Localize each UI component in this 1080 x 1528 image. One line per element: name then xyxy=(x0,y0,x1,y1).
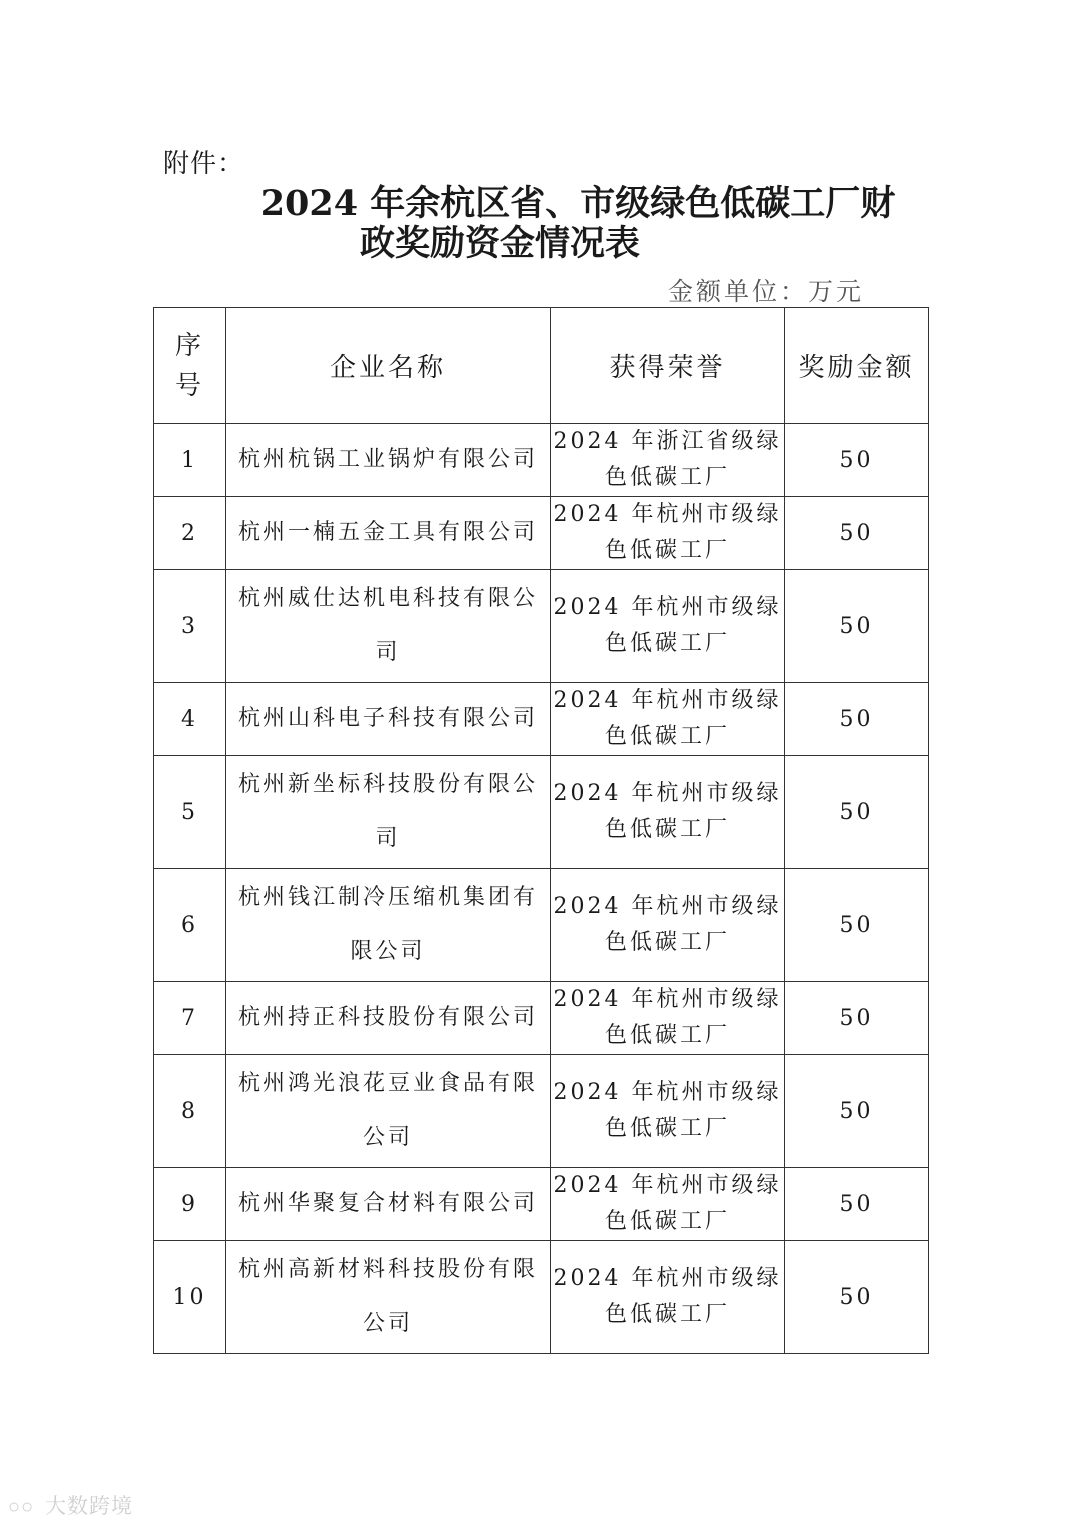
header-seq xyxy=(154,308,226,424)
table-row xyxy=(154,756,929,869)
table-header-row xyxy=(154,308,929,424)
cell-company: 杭州威仕达机电科技有限公司 xyxy=(226,570,551,683)
award-table-body xyxy=(154,424,929,1354)
header-honor: 获得荣誉 xyxy=(551,308,785,424)
cell-company: 杭州鸿光浪花豆业食品有限公司 xyxy=(226,1055,551,1168)
cell-company: 杭州杭锅工业锅炉有限公司 xyxy=(226,424,551,497)
cell-honor: 2024 年杭州市级绿色低碳工厂 xyxy=(551,982,785,1055)
table-row xyxy=(154,982,929,1055)
cell-amount: 50 xyxy=(785,982,929,1055)
document-title-line1: 2024 年余杭区省、市级绿色低碳工厂财 xyxy=(260,183,896,224)
header-seq-top: 序 xyxy=(174,330,204,361)
cell-honor: 2024 年杭州市级绿色低碳工厂 xyxy=(551,1241,785,1354)
table-row xyxy=(154,1168,929,1241)
table-row xyxy=(154,570,929,683)
cell-amount: 50 xyxy=(785,424,929,497)
header-amount: 奖励金额 xyxy=(785,308,929,424)
cell-seq: 3 xyxy=(154,570,226,683)
document-title xyxy=(150,183,1000,265)
header-seq-bottom: 号 xyxy=(174,370,204,401)
cell-honor: 2024 年浙江省级绿色低碳工厂 xyxy=(551,424,785,497)
cell-company: 杭州新坐标科技股份有限公司 xyxy=(226,756,551,869)
cell-honor: 2024 年杭州市级绿色低碳工厂 xyxy=(551,869,785,982)
cell-amount: 50 xyxy=(785,1168,929,1241)
cell-company: 杭州一楠五金工具有限公司 xyxy=(226,497,551,570)
wechat-logo-icon: ○○ xyxy=(8,1496,35,1518)
cell-amount: 50 xyxy=(785,1055,929,1168)
table-row xyxy=(154,1055,929,1168)
cell-seq: 7 xyxy=(154,982,226,1055)
table-row xyxy=(154,497,929,570)
cell-amount: 50 xyxy=(785,756,929,869)
table-row xyxy=(154,683,929,756)
cell-seq: 1 xyxy=(154,424,226,497)
cell-honor: 2024 年杭州市级绿色低碳工厂 xyxy=(551,683,785,756)
cell-seq: 9 xyxy=(154,1168,226,1241)
table-row xyxy=(154,869,929,982)
cell-company: 杭州钱江制冷压缩机集团有限公司 xyxy=(226,869,551,982)
cell-honor: 2024 年杭州市级绿色低碳工厂 xyxy=(551,756,785,869)
cell-amount: 50 xyxy=(785,570,929,683)
attachment-label: 附件： xyxy=(163,149,245,179)
table-row xyxy=(154,424,929,497)
cell-honor: 2024 年杭州市级绿色低碳工厂 xyxy=(551,497,785,570)
cell-honor: 2024 年杭州市级绿色低碳工厂 xyxy=(551,1055,785,1168)
table-row xyxy=(154,1241,929,1354)
cell-seq: 5 xyxy=(154,756,226,869)
document-title-line2: 政奖励资金情况表 xyxy=(359,223,640,264)
cell-amount: 50 xyxy=(785,1241,929,1354)
amount-unit-note: 金额单位：万元 xyxy=(668,277,865,306)
cell-amount: 50 xyxy=(785,497,929,570)
cell-seq: 2 xyxy=(154,497,226,570)
watermark-text: 大数跨境 xyxy=(45,1495,134,1518)
award-table xyxy=(153,307,929,1354)
header-company: 企业名称 xyxy=(226,308,551,424)
watermark xyxy=(8,1490,133,1520)
cell-company: 杭州华聚复合材料有限公司 xyxy=(226,1168,551,1241)
cell-company: 杭州高新材料科技股份有限公司 xyxy=(226,1241,551,1354)
cell-seq: 4 xyxy=(154,683,226,756)
cell-seq: 8 xyxy=(154,1055,226,1168)
cell-amount: 50 xyxy=(785,683,929,756)
cell-amount: 50 xyxy=(785,869,929,982)
cell-seq: 6 xyxy=(154,869,226,982)
cell-honor: 2024 年杭州市级绿色低碳工厂 xyxy=(551,570,785,683)
cell-honor: 2024 年杭州市级绿色低碳工厂 xyxy=(551,1168,785,1241)
cell-seq: 10 xyxy=(154,1241,226,1354)
cell-company: 杭州持正科技股份有限公司 xyxy=(226,982,551,1055)
cell-company: 杭州山科电子科技有限公司 xyxy=(226,683,551,756)
